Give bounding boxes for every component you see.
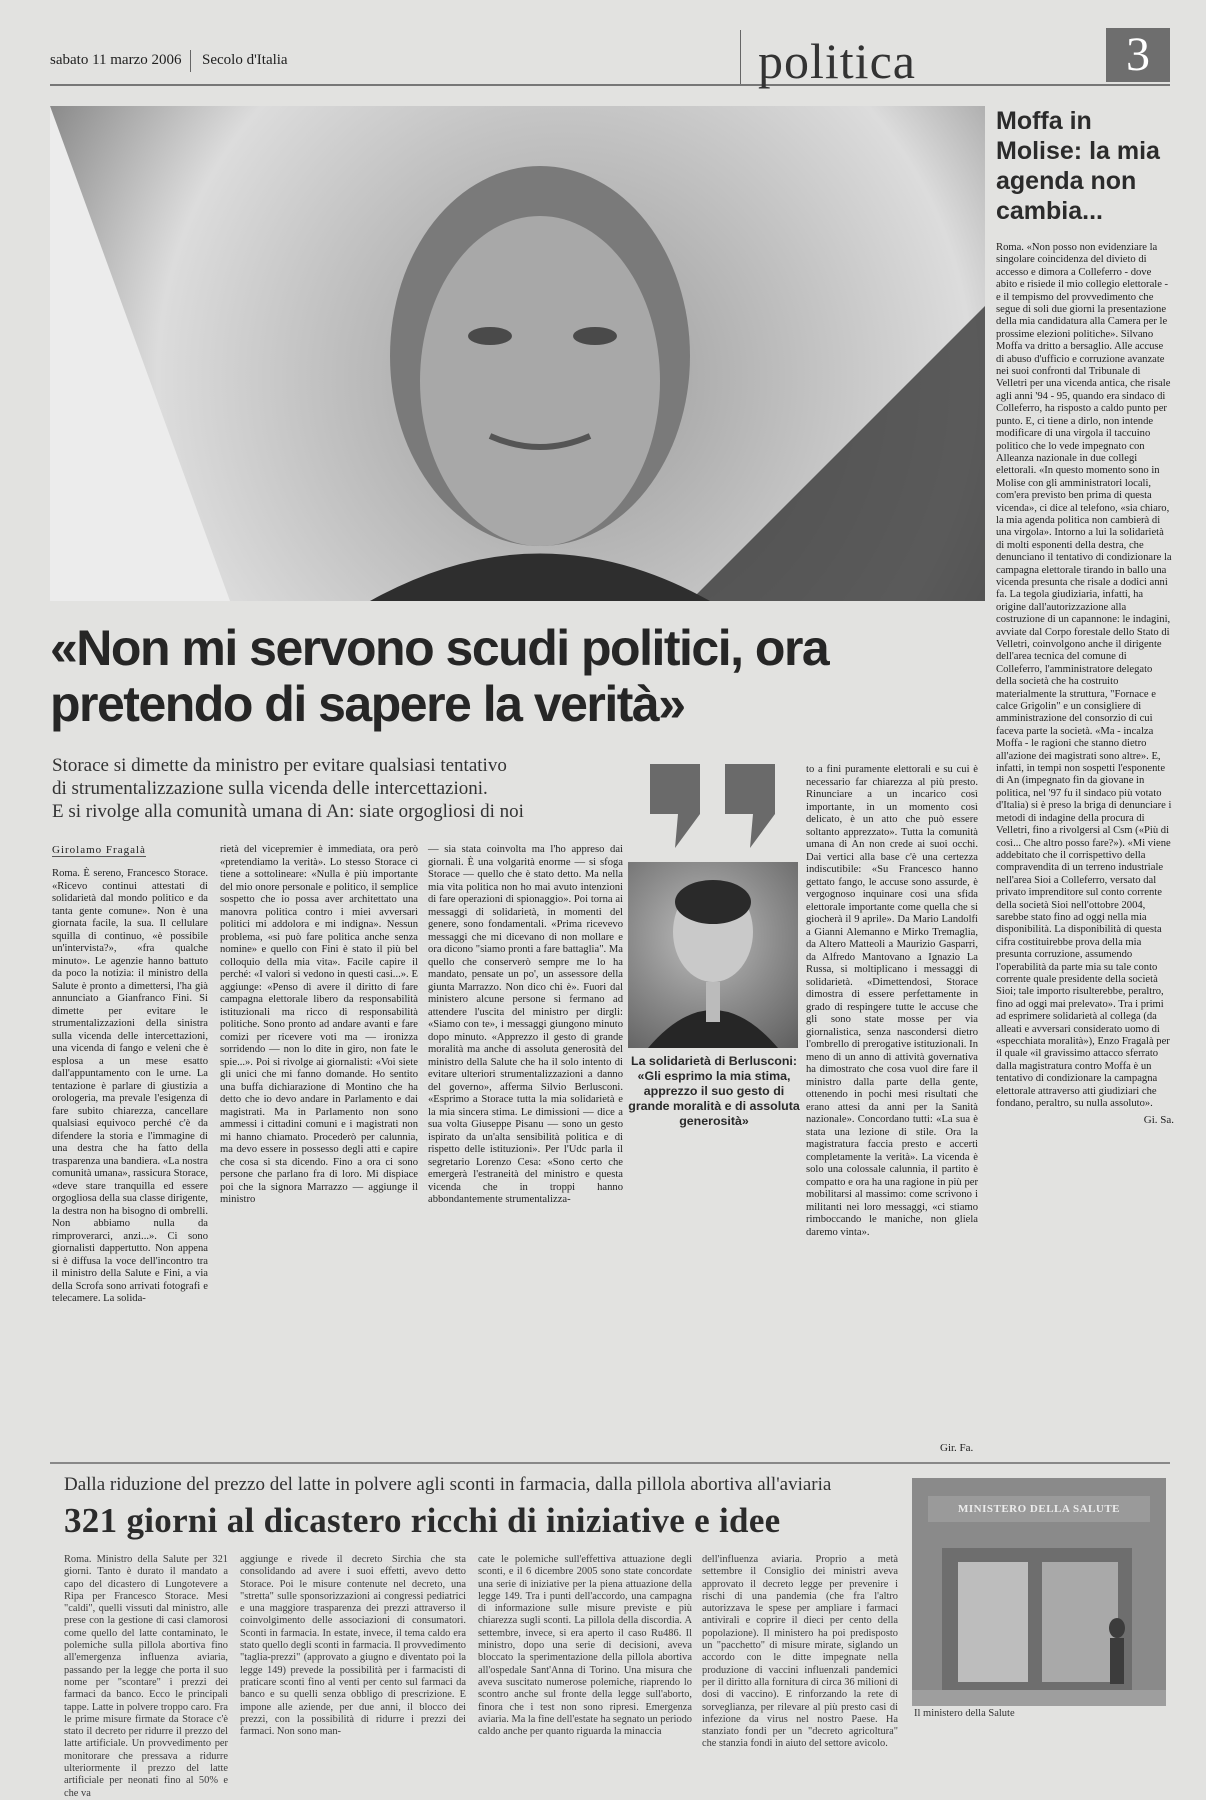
article-column-1: Roma. È sereno, Francesco Storace. «Ricevo continui attestati di solidarietà dal mondo politico e da tanta gente comune». Non è una giornata facile, la sua. Il cellulare squilla di continuo, «è possibile un'intervista?», «fra qualche minuto». Le agenzie hanno battuto da poco la notizia: il ministro della Salute è pronto a dimettersi, l'ha già annunciato a Gianfranco Fini. Si dimette per evitare le strumentalizzazioni della sinistra sulla vicenda delle intercettazioni, una vicenda di fango e veleni che è esplosa a un mese esatto dall'appuntamento con le urne. La tentazione è parlare di giustizia a orologeria, ma prevale l'esigenza di fare subito chiarezza, cancellare qualsiasi equivoco perché c'è da difendere la storia e l'immagine di una destra che ha fatto della trasparenza una bandiera. «La nostra comunità umana», rassicura Storace, «deve stare tranquilla ed essere orgogliosa della sua classe dirigente, la destra non ha bisogno di ombrelli. Non abbiamo nulla da rimproverarci, anzi...». Ci sono giornalisti dappertutto. Non appena si è diffusa la voce dell'incontro tra il ministro della Salute e Fini, a via della Scrofa sono arrivati fotografi e telecamere. La solida-: [52, 868, 208, 1304]
deck-line: di strumentalizzazione sulla vicenda delle intercettazioni.: [52, 778, 488, 799]
sidebar-text: Roma. «Non posso non evidenziare la singolare coincidenza del divieto di accesso e dimora a Colleferro - dove abito e risiede il mio collegio elettorale - e il tempismo del provvedimento che segue di soli due giorni la presentazione della mia candidatura alla Camera per le prossime elezioni politiche». Silvano Moffa va dritto a bersaglio. Alle accuse di abuso d'ufficio e corruzione avanzate nei suoi confronti dal Tribunale di Velletri per una vicenda antica, che risale agli anni '94 - 95, quando era sindaco di Colleferro, ha risposto a caldo punto per punto. E, ci tiene a dirlo, non intende modificare di una virgola il taccuino politico che lo vede impegnato con Alleanza nazionale in due collegi elettorali. «In questo momento sono in Molise con gli amministratori locali, com'era previsto ben prima di questa vicenda», ci dice al telefono, «sia chiaro, la mia agenda politica non cambierà di una virgola». Intorno a lui la solidarietà di molti esponenti della destra, che denunciano il tentativo di condizionare la campagna elettorale tirando in ballo una vicenda presunta che risale a dodici anni fa. La tegola giudiziaria, infatti, ha origine dall'autorizzazione alla costruzione di un capannone: le indagini, avviate dal Corpo forestale dello Stato di Velletri, coinvolgono anche il dirigente dell'area tecnica del comune di Colleferro, l'amministratore delegato della società che ha costruito materialmente la struttura, "Fornace e calce Grigolin" e un consigliere di amministrazione del consorzio di cui faceva parte la società. «Ma - incalza Moffa - le ragioni che stanno dietro all'azione dei magistrati sono altre». E, infatti, in tempi non sospetti l'esponente di An (impegnato fin da giovane in politica, nel '97 fu il sindaco più votato d'Italia) si è preso la briga di denunciare i metodi di indagine della procura di Velletri, fino a rivolgersi al Csm («Più di così... Che altro posso fare?»). «Mi viene addebitato che il corrispettivo della compravendita di un terreno industriale nell'area Sioi a Colleferro, versato dal privato imprenditore sul conto corrente della società Sioi nell'ottobre 2004, sarebbe stato fino ad oggi nella mia disponibilità. La disponibilità di questa cifra costituirebbe prova della mia presunta corruzione, assumendo l'operabilità da parte mia su tale conto corrente quale presidente della società Sioi; tale importo risulterebbe, peraltro, fino ad oggi mai prelevato». Tra i primi ad esprimere solidarietà al collega (da alleati e avversari considerato uomo di «specchiata moralità»), Enzo Fragalà per il quale «il gravissimo attacco sferrato dalla magistratura contro Moffa è un tentativo di condizionare la campagna elettorale attraverso atti giudiziari che fondano, peraltro, su nulla assoluto».: [996, 242, 1172, 1110]
page-header: [50, 22, 1170, 89]
article-column-3: — sia stata coinvolta ma l'ho appreso dai giornali. È una volgarità enorme — si sfoga Storace — quello che è stato detto. Ma nella mia vita politica non ho mai avuto intenzioni di fare operazioni di spionaggio». Poi torna ai messaggi di solidarietà, in momenti del genere, sono fondamentali. «Prima ricevevo messaggi che mi dicevano di non mollare e ora dicono "siamo pronti a fare battaglia". Ma quello che conserverò sempre me lo ha mandato, pensate un po', un assessore della giunta Marrazzo. Non dico chi è». Fuori dal ministero alcune persone si fermano ad attendere l'uscita del ministro per dirgli: «Siamo con te», i messaggi giungono minuto dopo minuto. «Apprezzo il gesto di grande moralità ma anche di assoluta generosità del ministro della Salute che ha il solo intento di evitare ulteriori strumentalizzazioni a danno del governo», afferma Silvio Berlusconi. «Esprimo a Storace tutta la mia solidarietà e la mia sincera stima. Le dimissioni — dice a sua volta Giuseppe Pisanu — sono un gesto ispirato da un'alta sensibilità politica e di rispetto delle istituzioni». Per l'Udc parla il segretario Lorenzo Cesa: «Sono certo che emergerà l'estraneità del ministro e questa vicenda che in troppi hanno abbondantemente strumentalizza-: [428, 844, 623, 1205]
bottom-kicker: Dalla riduzione del prezzo del latte in polvere agli sconti in farmacia, dalla pillola abortiva all'aviaria: [64, 1474, 832, 1495]
byline: Girolamo Fragalà: [52, 844, 146, 856]
ministry-photo: [912, 1478, 1166, 1706]
article-signature: Gir. Fa.: [940, 1442, 974, 1454]
berlusconi-photo: [628, 862, 798, 1048]
page-number: 3: [1106, 28, 1170, 82]
section-title: politica: [758, 33, 916, 89]
header-separator: [190, 50, 191, 72]
article-column-2: rietà del vicepremier è immediata, ora però «pretendiamo la verità». Lo stesso Storace ci tiene a sottolineare: «Nulla è più importante del mio onore personale e politico, il semplice sospetto che io possa aver architettato una manovra politica contro i miei avversari politici mi addolora e mi indigna». Nessun problema, «si può fare politica anche senza nomine» e quello con Fini è stato il più bel colloquio della mia vita». Facile capire il perché: «I valori si vedono in questi casi...». E aggiunge: «Penso di avere il diritto di fare campagna elettorale libero da responsabilità istituzionali ma ricco di responsabilità politiche. Sono pronto ad andare avanti e fare comizi per ricevere voti ma — ironizza sorridendo — non lo dite in giro, non fate le spie...». Poi si rivolge ai giornalisti: «Voi siete gli unici che mi fanno domande. Ho sentito una buffa dichiarazione di Montino che ha detto che io devo andare in Parlamento e dai magistrati. Ma in Parlamento non sono ammessi i cittadini comuni e i magistrati non mi hanno chiamato. Procederò per calunnia, ma devo essere in possesso degli atti e capire che cosa si sta dicendo. Fino a ora ci sono persone che parlano fra di loro. Mi dispiace poi che la signora Marrazzo — aggiunge il ministro: [220, 844, 418, 1205]
section-divider: [50, 1462, 1170, 1464]
deck-line: E si rivolge alla comunità umana di An: siate orgogliosi di noi: [52, 801, 524, 822]
ministry-sign: MINISTERO DELLA SALUTE: [928, 1496, 1150, 1522]
main-photo-illustration: [50, 106, 985, 601]
header-date: sabato 11 marzo 2006: [50, 52, 182, 68]
header-divider: [740, 30, 741, 84]
deck-line: Storace si dimette da ministro per evitare qualsiasi tentativo: [52, 755, 507, 776]
ministry-photo-illustration: [912, 1478, 1166, 1706]
article-column-4: to a fini puramente elettorali e su cui è necessario far chiarezza al più presto. Rinunciare a un incarico così importante, in un momento così delicato, è un atto che può essere soltanto apprezzato». Tutta la comunità umana di An non crede ai suoi occhi. Dai vertici alla base c'è una certezza indiscutibile: «Su Francesco hanno gettato fango, le accuse sono assurde, è vergognoso inquinare così una sfida elettorale importante come quella che si giocherà il 9 aprile». Da Mario Landolfi a Gianni Alemanno e Mirko Tremaglia, da Altero Matteoli a Maurizio Gasparri, da Alfredo Mantovano a Ignazio La Russa, si moltiplicano i messaggi di solidarietà. «Dimettendosi, Storace dimostra di essere perfettamente in grado di respingere tutte le accuse che gli sono state mosse per via giornalistica, senza nascondersi dietro l'ombrello di prerogative istituzionali. In meno di un anno di attività governativa ha dimostrato che cosa vuol dire fare il ministro dalla parte della gente, ottenendo in pochi mesi risultati che erano attesi da anni per la Sanità nazionale». Concordano tutti: «La sua è stata una lezione di stile. Ora la magistratura faccia presto e accerti completamente la verità». La vicenda è solo una colossale calunnia, il partito è compatto e ora ha una ragione in più per mobilitarsi al massimo: come scrivono i militanti nei loro messaggi, «ci stiamo rimboccando le maniche, non gliela daremo vinta».: [806, 764, 978, 1238]
pullquote-title: La solidarietà di Berlusconi:: [631, 1054, 797, 1068]
bottom-column-3: cate le polemiche sull'effettiva attuazione degli sconti, e il 6 dicembre 2005 sono state concordate una serie di iniziative per la piena attuazione della legge 149. Tra i punti dell'accordo, una campagna di informazione sulle misure previste e più chiarezza sugli sconti. La pillola della discordia. A settembre, invece, si era aperto il caso Ru486. Il ministro, dopo una serie di decisioni, aveva bloccato la sperimentazione della pillola abortiva all'ospedale Sant'Anna di Torino. Una misura che aveva suscitato numerose polemiche, riaprendo lo scontro anche sul fronte della legge sull'aborto, finora che i test non sono ripresi. Emergenza aviaria. Ma la fine dell'estate ha segnato un periodo caldo anche per quanto riguarda la minaccia: [478, 1554, 692, 1738]
main-headline: «Non mi servono scudi politici, ora pretendo di sapere la verità»: [50, 620, 829, 732]
pullquote: [628, 1054, 800, 1129]
bottom-column-1: Roma. Ministro della Salute per 321 giorni. Tanto è durato il mandato a capo del dicastero di Lungotevere a Ripa per Francesco Storace. Mesi "caldi", quelli vissuti dal ministro, alle prese con la gestione di casi clamorosi come quello del latte contaminato, le polemiche sulla pillola abortiva fino all'emergenza influenza aviaria, passando per la legge che porta il suo nome per "scontare" i prezzi dei farmaci da banco. Ecco le principali tappe. Latte in polvere troppo caro. Fra le prime misure firmate da Storace c'è stato il decreto per ridurre il prezzo del latte artificiale. Un provvedimento per monitorare che pressava a ridurre ulteriormente il prezzo del latte artificiale per neonati fino al 50% e che va: [64, 1554, 228, 1799]
bottom-column-4: dell'influenza aviaria. Proprio a metà settembre il Consiglio dei ministri aveva approvato il decreto legge per prevenire i rischi di una pandemia (che fra l'altro autorizzava le spese per ampliare i farmaci antivirali e coprire il dieci per cento della popolazione). Il ministero ha poi predisposto un "pacchetto" di misure mirate, siglando un accordo con le ditte impegnate nella produzione di vaccini influenzali pandemici per il diritto alla fornitura di circa 36 milioni di dosi di vaccino). E rinforzando la rete di sorveglianza, per rilevare al più presto casi di infezione da virus nel nostro Paese. Ha stanziato fondi per un "decreto agricoltura" che stanzia fondi in aiuto del settore avicolo.: [702, 1554, 898, 1750]
bottom-headline: 321 giorni al dicastero ricchi di iniziative e idee: [64, 1501, 781, 1540]
berlusconi-photo-illustration: [628, 862, 798, 1048]
sidebar-signature: Gi. Sa.: [1143, 1114, 1174, 1127]
sidebar-title: Moffa in Molise: la mia agenda non cambia...: [996, 107, 1160, 225]
main-photo: [50, 106, 985, 601]
pullquote-text: «Gli esprimo la mia stima, apprezzo il suo gesto di grande moralità e di assoluta generosità»: [628, 1069, 800, 1128]
header-paper-name: Secolo d'Italia: [202, 52, 288, 68]
sidebar-article: [996, 106, 1174, 1126]
deck: [52, 754, 632, 823]
ministry-photo-caption: Il ministero della Salute: [914, 1708, 1015, 1719]
quote-mark-icon: [640, 764, 790, 848]
bottom-column-2: aggiunge e rivede il decreto Sirchia che sta consolidando ad avere i suoi effetti, avevo detto Storace. Poi le misure contenute nel decreto, una "stretta" sulle sponsorizzazioni ai congressi pediatrici e una maggiore trasparenza dei prezzi attraverso il coinvolgimento delle associazioni di consumatori. Sconti in farmacia. In estate, invece, il tema caldo era stato quello degli sconti in farmacia. Il provvedimento "taglia-prezzi" (approvato a giugno e diventato poi la legge 149) prevede la possibilità per i farmacisti di praticare sconti fino al venti per cento sul farmaci da banco e su quelli senza obbligo di prescrizione. E impone alle aziende, per due anni, il blocco dei prezzi, con la possibilità di ridurre i prezzi dei farmaci. Non sono man-: [240, 1554, 466, 1738]
